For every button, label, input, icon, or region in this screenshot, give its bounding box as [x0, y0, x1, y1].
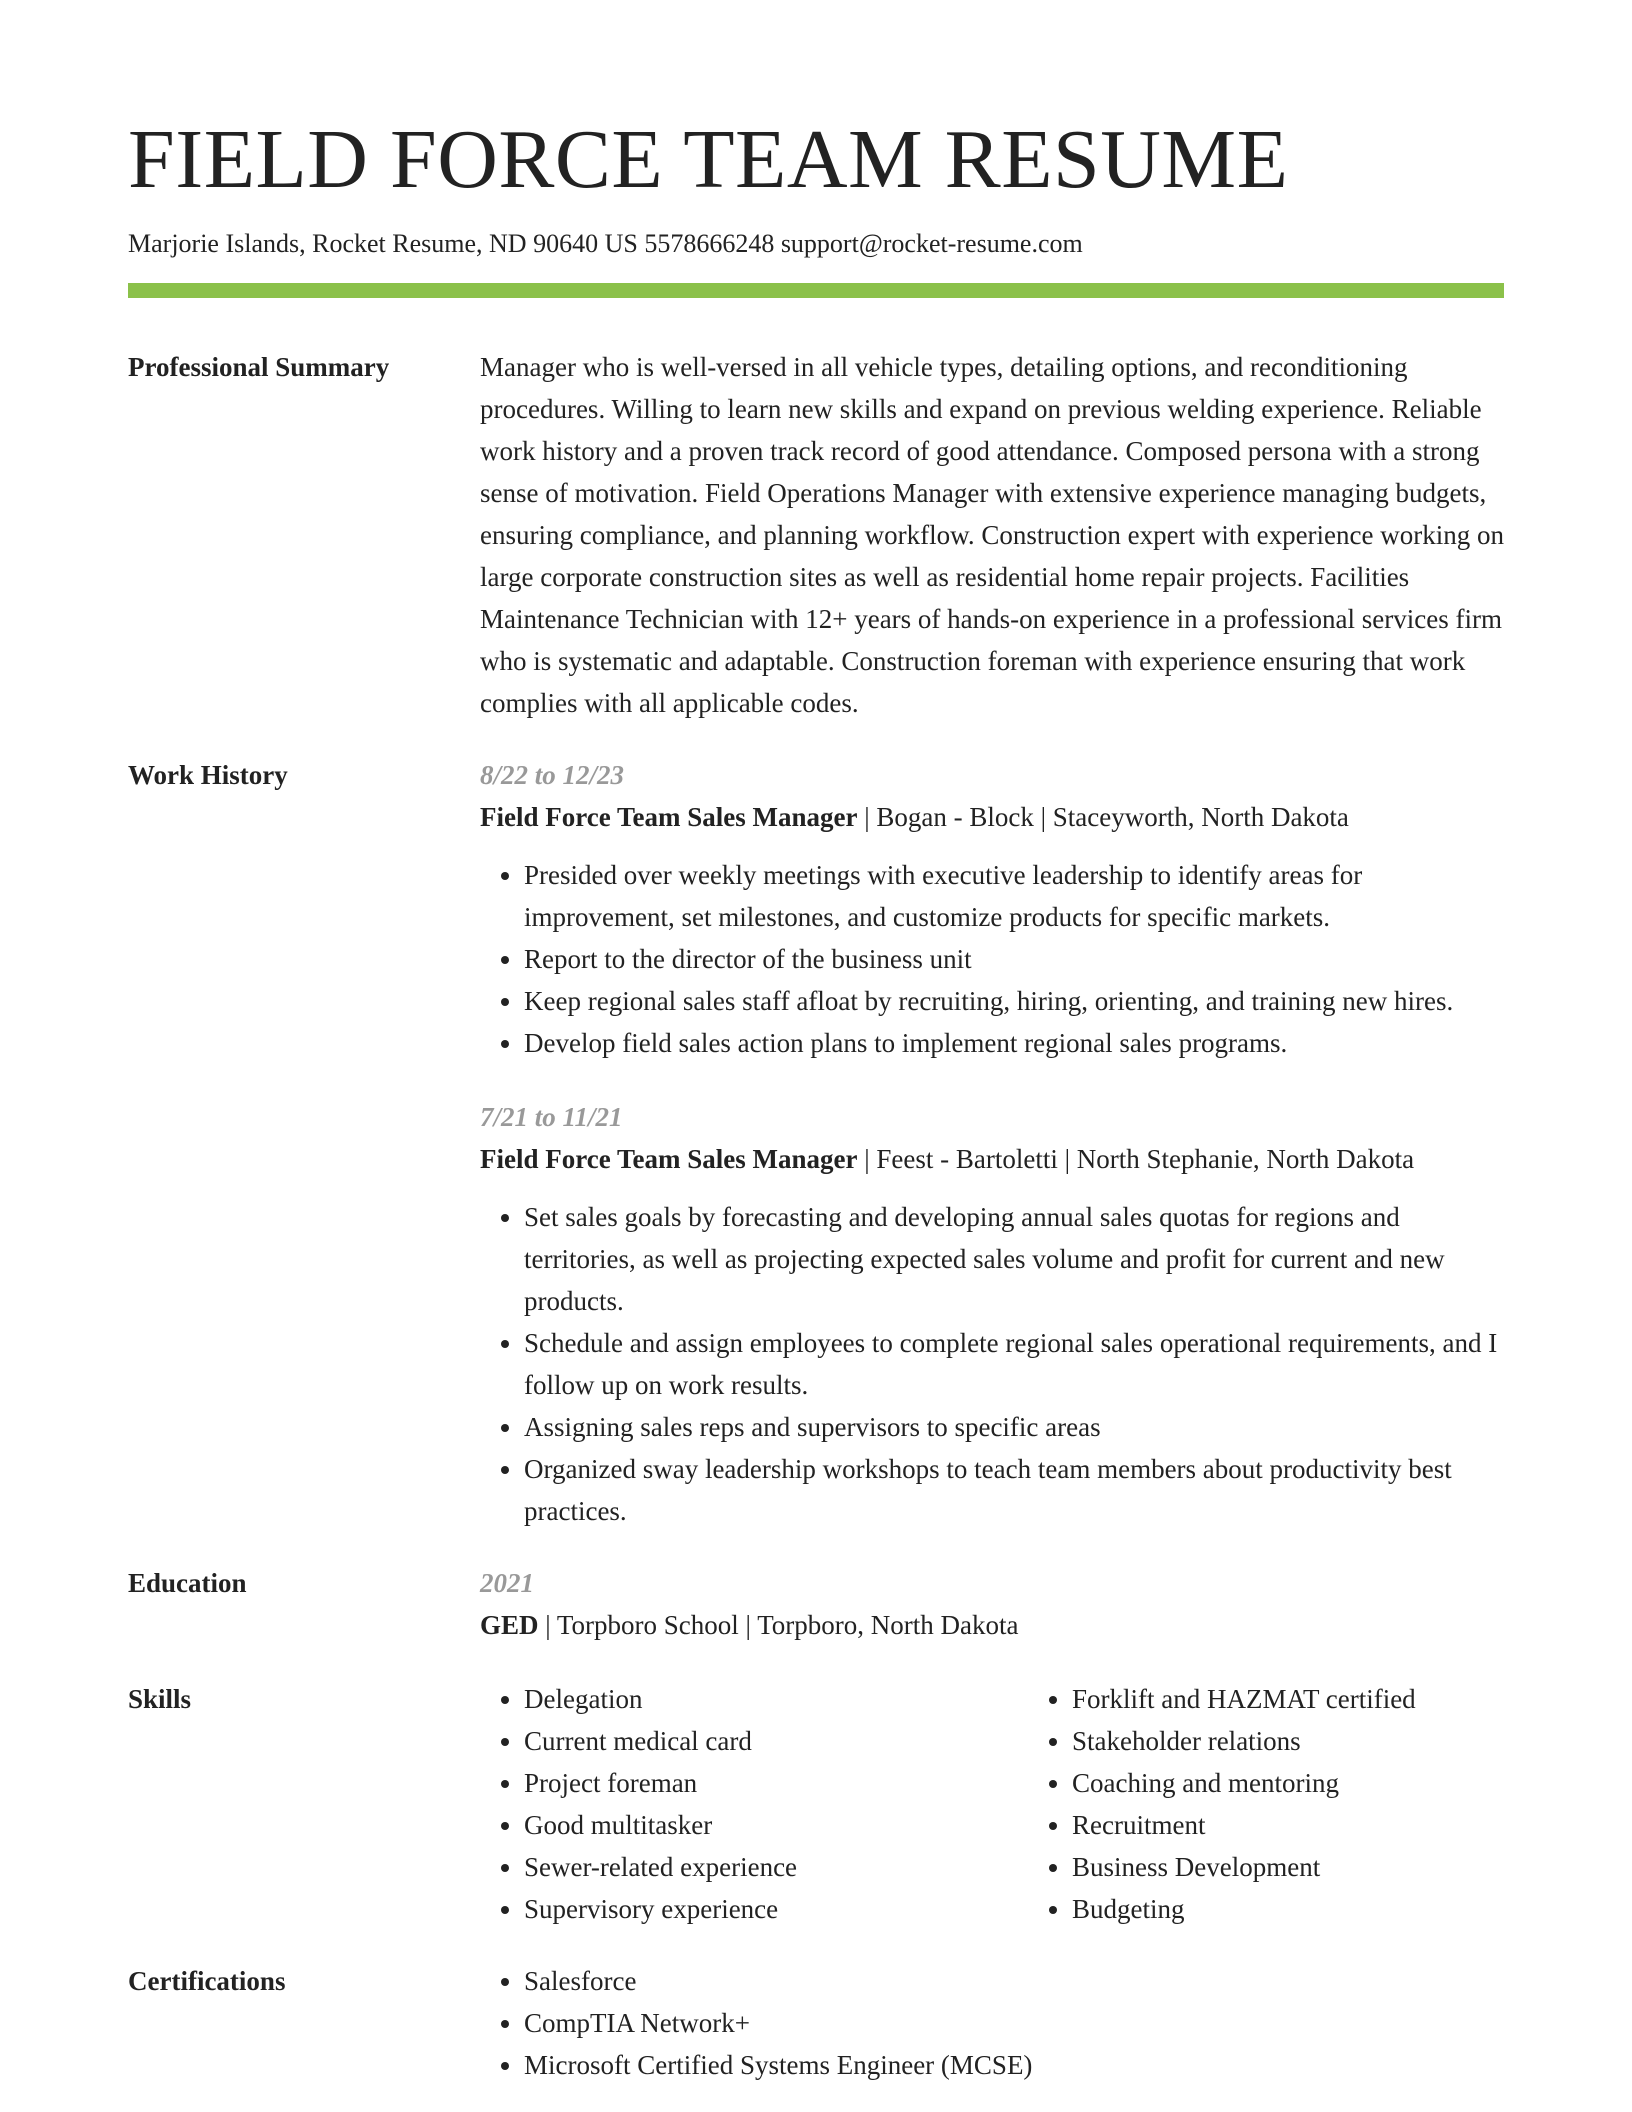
accent-divider [128, 283, 1504, 298]
resume-title: FIELD FORCE TEAM RESUME [128, 113, 1289, 206]
section-label-summary: Professional Summary [128, 352, 390, 382]
skill-item: • Good multitasker [524, 1804, 1028, 1846]
certifications-list [480, 1960, 1504, 2086]
work-history-content [480, 754, 1504, 1532]
job-bullet: • Report to the director of the business unit [524, 938, 1504, 980]
section-label-education: Education [128, 1568, 247, 1598]
skill-item: • Sewer-related experience [524, 1846, 1028, 1888]
education-year: 2021 [480, 1568, 534, 1598]
contact-line: Marjorie Islands, Rocket Resume, ND 90640 US 5578666248 support@rocket-resume.com [128, 229, 1083, 258]
skills-list-right [1028, 1678, 1576, 1930]
skill-item: • Business Development [1072, 1846, 1576, 1888]
skill-item: • Stakeholder relations [1072, 1720, 1576, 1762]
skills-list-left [480, 1678, 1028, 1930]
job-entry [480, 1096, 1504, 1532]
job-bullet: • Develop field sales action plans to implement regional sales programs. [524, 1022, 1504, 1064]
skills-content [480, 1678, 1576, 1930]
skill-item: • Delegation [524, 1678, 1028, 1720]
job-title: Field Force Team Sales Manager [480, 802, 858, 832]
summary-text: Manager who is well-versed in all vehicle types, detailing options, and reconditioning procedures. Willing to learn new skills and expand on previous welding experience. Reliable work history and a proven track record of good attendance. Composed persona with a strong sense of motivation. Field Operations Manager with extensive experience managing budgets, ensuring compliance, and planning workflow. Construction expert with experience working on large corporate construction sites as well as residential home repair projects. Facilities Maintenance Technician with 12+ years of hands-on experience in a professional services firm who is systematic and adaptable. Construction foreman with experience ensuring that work complies with all applicable codes. [480, 352, 1504, 718]
certification-item: • Microsoft Certified Systems Engineer (MCSE) [524, 2044, 1504, 2086]
section-label-skills: Skills [128, 1684, 192, 1714]
skill-item: • Current medical card [524, 1720, 1028, 1762]
job-entry [480, 754, 1504, 1064]
job-bullet: • Keep regional sales staff afloat by recruiting, hiring, orienting, and training new hires. [524, 980, 1504, 1022]
job-bullet: • Organized sway leadership workshops to teach team members about productivity best practices. [524, 1448, 1504, 1532]
section-label-work-history: Work History [128, 760, 288, 790]
education-degree: GED [480, 1610, 539, 1640]
job-title: Field Force Team Sales Manager [480, 1144, 858, 1174]
job-bullet: • Assigning sales reps and supervisors to specific areas [524, 1406, 1504, 1448]
job-bullet: • Set sales goals by forecasting and developing annual sales quotas for regions and territories, as well as projecting expected sales volume and profit for current and new products. [524, 1196, 1504, 1322]
job-details: | Feest - Bartoletti | North Stephanie, North Dakota [857, 1144, 1415, 1174]
work-history-section [128, 754, 1504, 1532]
certifications-section [128, 1960, 1504, 2086]
job-details: | Bogan - Block | Staceyworth, North Dakota [857, 802, 1349, 832]
job-heading [480, 796, 1504, 838]
skill-item: • Project foreman [524, 1762, 1028, 1804]
certification-item: • CompTIA Network+ [524, 2002, 1504, 2044]
skill-item: • Forklift and HAZMAT certified [1072, 1678, 1576, 1720]
section-label-certifications: Certifications [128, 1966, 286, 1996]
skill-item: • Budgeting [1072, 1888, 1576, 1930]
job-dates: 8/22 to 12/23 [480, 760, 625, 790]
certification-item: • Salesforce [524, 1960, 1504, 2002]
skill-item: • Recruitment [1072, 1804, 1576, 1846]
certifications-content [480, 1960, 1504, 2086]
skills-section [128, 1678, 1504, 1930]
job-dates: 7/21 to 11/21 [480, 1102, 623, 1132]
job-bullets [480, 854, 1504, 1064]
education-section [128, 1562, 1504, 1646]
education-content [480, 1562, 1504, 1646]
job-bullets [480, 1196, 1504, 1532]
job-bullet: • Presided over weekly meetings with executive leadership to identify areas for improvement, set milestones, and customize products for specific markets. [524, 854, 1504, 938]
job-heading [480, 1138, 1504, 1180]
skill-item: • Supervisory experience [524, 1888, 1028, 1930]
skill-item: • Coaching and mentoring [1072, 1762, 1576, 1804]
education-heading [480, 1604, 1504, 1646]
job-bullet: • Schedule and assign employees to complete regional sales operational requirements, and I follow up on work results. [524, 1322, 1504, 1406]
education-details: | Torpboro School | Torpboro, North Dakota [538, 1610, 1019, 1640]
summary-section [128, 346, 1504, 724]
